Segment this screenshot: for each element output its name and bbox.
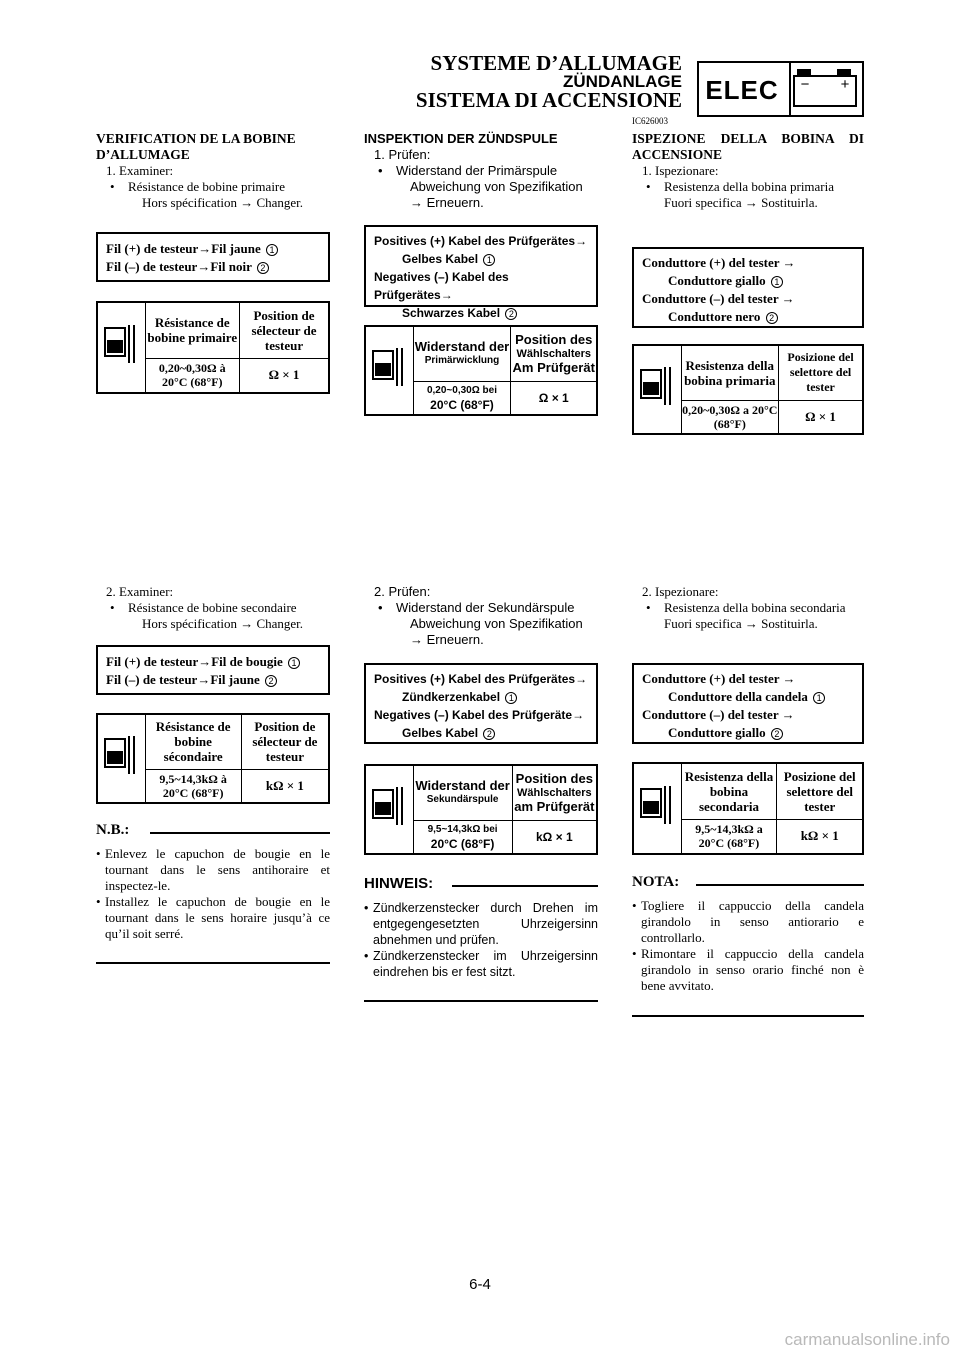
de-wire-line-1b: Negatives (–) Kabel des Prüfgerätes→ — [374, 270, 509, 302]
multimeter-icon — [365, 765, 413, 854]
it-step2-item: • Resistenza della bobina secondaria — [646, 600, 846, 615]
plus-sign: + — [840, 76, 850, 93]
de-table2-header-resistance: Widerstand der Sekundärspule — [413, 765, 512, 820]
elec-badge-label: ELEC — [705, 75, 779, 105]
fr-step2-item: • Résistance de bobine secondaire — [110, 600, 297, 615]
header-title-fr: SYSTEME D’ALLUMAGE — [430, 51, 682, 75]
marker-1: 1 — [288, 657, 300, 669]
fr-step1-action: Hors spécification → Changer. — [142, 195, 304, 210]
it-wire-box-1 — [632, 247, 864, 328]
de-wire-line-2a: Positives (+) Kabel des Prüfgerätes→ — [374, 672, 588, 686]
fr-note-item-1: • Enlevez le capuchon de bougie en le tournant dans le sens antihoraire et inspectez-le. — [96, 846, 330, 894]
fr-note-heading: N.B.: — [96, 822, 130, 838]
fr-table1-value-selector: Ω × 1 — [240, 358, 330, 393]
marker-2: 2 — [265, 675, 277, 687]
it-note-rule-bottom — [632, 1015, 864, 1017]
it-note-list — [632, 898, 864, 994]
section-code: IC626003 — [632, 116, 668, 126]
it-step1-action: Fuori specifica → Sostituirla. — [664, 195, 818, 210]
it-note-heading: NOTA: — [632, 874, 680, 890]
fr-title: VERIFICATION DE LA BOBINE D’ALLUMAGE — [96, 131, 296, 162]
marker-1: 1 — [505, 692, 517, 704]
de-note-heading: HINWEIS: — [364, 875, 434, 892]
fr-note-list — [96, 846, 330, 942]
it-table1-header-resistance: Resistenza della bobina primaria — [681, 345, 779, 400]
de-title: INSPEKTION DER ZÜNDSPULE — [364, 131, 558, 146]
de-step2-action: Abweichung von Spezifikation → Erneuern. — [410, 616, 583, 647]
marker-1: 1 — [771, 276, 783, 288]
fr-table1-header-selector: Position de sélecteur de testeur — [240, 302, 330, 358]
marker-2: 2 — [257, 262, 269, 274]
marker-2: 2 — [505, 308, 517, 320]
header-title-it: SISTEMA DI ACCENSIONE — [415, 88, 682, 112]
it-step2: 2. Ispezionare: — [642, 584, 719, 599]
minus-sign: − — [800, 76, 810, 93]
de-table2-header-selector: Position des Wählschalters am Prüfgerät — [512, 765, 597, 820]
de-note-rule-bottom — [364, 1000, 598, 1002]
it-table1-value-resistance: 0,20~0,30Ω a 20°C (68°F) — [681, 400, 779, 434]
de-table1-value-selector: Ω × 1 — [511, 381, 597, 415]
it-table2-value-selector: kΩ × 1 — [777, 819, 863, 854]
de-wire-line-1b2: Schwarzes Kabel 2 — [374, 304, 588, 322]
marker-1: 1 — [813, 692, 825, 704]
fr-wire-line-2a: Fil (+) de testeur→Fil de bougie 1 — [106, 653, 320, 671]
de-step1: 1. Prüfen: — [374, 147, 431, 162]
it-step2-action: Fuori specifica → Sostituirla. — [664, 616, 818, 631]
de-wire-box-1 — [364, 225, 598, 320]
de-table1-header-selector: Position des Wählschalters Am Prüfgerät — [511, 326, 597, 381]
fr-table1-value-resistance: 0,20~0,30Ω à 20°C (68°F) — [145, 358, 240, 393]
it-note-rule-top — [696, 884, 864, 886]
fr-wire-box-2 — [96, 645, 330, 695]
de-note-item-1: • Zündkerzenstecker durch Drehen im entgegengesetzten Uhrzeigersinn abnehmen und prüfen. — [364, 900, 598, 948]
it-step2-block — [632, 584, 864, 632]
it-wire-line-2a2: Conduttore della candela 1 — [642, 688, 854, 706]
fr-step2-action: Hors spécification → Changer. — [142, 616, 304, 631]
fr-note-rule-bottom — [96, 962, 330, 964]
fr-step2-block — [96, 584, 330, 632]
it-note-item-1: • Togliere il cappuccio della candela girandolo in senso antiorario e controllarlo. — [632, 898, 864, 946]
fr-wire-line-2b: Fil (–) de testeur→Fil jaune 2 — [106, 671, 320, 689]
it-table2-value-resistance: 9,5~14,3kΩ a 20°C (68°F) — [681, 819, 777, 854]
column-it — [632, 131, 864, 211]
fr-note-rule-top — [150, 832, 330, 834]
it-wire-line-1b: Conduttore (–) del tester → — [642, 291, 795, 306]
de-wire-line-2a2: Zündkerzenkabel 1 — [374, 688, 588, 706]
fr-table2-header-selector: Position de sélecteur de testeur — [241, 714, 329, 769]
multimeter-icon — [633, 763, 681, 854]
de-step2: 2. Prüfen: — [374, 584, 431, 599]
fr-note-item-2: • Installez le capuchon de bougie en le tournant dans le sens horaire jusqu’à ce qu’il soit serré. — [96, 894, 330, 942]
fr-step2: 2. Examiner: — [106, 584, 174, 599]
fr-wire-box-1 — [96, 232, 330, 282]
marker-2: 2 — [483, 728, 495, 740]
de-step1-item: • Widerstand der Primärspule — [378, 163, 558, 178]
de-spec-table-1 — [364, 325, 598, 416]
it-wire-line-2b2: Conduttore giallo 2 — [642, 724, 854, 742]
it-table1-value-selector: Ω × 1 — [779, 400, 863, 434]
fr-spec-table-2 — [96, 713, 330, 804]
it-wire-line-2b: Conduttore (–) del tester → — [642, 707, 795, 722]
de-spec-table-2 — [364, 764, 598, 855]
de-step1-action: Abweichung von Spezifikation → Erneuern. — [410, 179, 583, 210]
it-wire-line-1b2: Conduttore nero 2 — [642, 308, 854, 326]
de-wire-box-2 — [364, 663, 598, 744]
de-table2-value-selector: kΩ × 1 — [512, 820, 597, 854]
it-spec-table-2 — [632, 762, 864, 855]
marker-1: 1 — [483, 254, 495, 266]
de-wire-line-2b: Negatives (–) Kabel des Prüfgeräte→ — [374, 708, 585, 722]
de-table1-value-resistance: 0,20~0,30Ω bei 20°C (68°F) — [413, 381, 511, 415]
de-step2-item: • Widerstand der Sekundärspule — [378, 600, 575, 615]
page-number: 6-4 — [469, 1276, 491, 1293]
battery-icon — [789, 63, 862, 115]
watermark: carmanualsonline.info — [784, 1330, 950, 1349]
de-note-item-2: • Zündkerzenstecker im Uhrzeigersinn eindrehen bis er fest sitzt. — [364, 948, 598, 980]
de-table2-value-resistance: 9,5~14,3kΩ bei 20°C (68°F) — [413, 820, 512, 854]
de-wire-line-1a: Positives (+) Kabel des Prüfgerätes→ — [374, 234, 588, 248]
de-note-list — [364, 900, 598, 980]
column-de — [364, 131, 598, 211]
marker-2: 2 — [766, 312, 778, 324]
fr-table2-value-resistance: 9,5~14,3kΩ à 20°C (68°F) — [145, 769, 241, 803]
fr-step1-item: • Résistance de bobine primaire — [110, 179, 286, 194]
marker-2: 2 — [771, 728, 783, 740]
de-step2-block — [364, 584, 598, 648]
it-wire-box-2 — [632, 663, 864, 744]
fr-table1-header-resistance: Résistance de bobine primaire — [145, 302, 240, 358]
fr-spec-table-1 — [96, 301, 330, 394]
de-note-rule-top — [452, 885, 598, 887]
de-wire-line-2b2: Gelbes Kabel 2 — [374, 724, 588, 742]
it-note-item-2: • Rimontare il cappuccio della candela girandolo in senso orario finché non è bene avvitato. — [632, 946, 864, 994]
it-step1-item: • Resistenza della bobina primaria — [646, 179, 835, 194]
multimeter-icon — [365, 326, 413, 415]
it-wire-line-1a2: Conduttore giallo 1 — [642, 272, 854, 290]
it-step1: 1. Ispezionare: — [642, 163, 719, 178]
it-table1-header-selector: Posizione del selettore del tester — [779, 345, 863, 400]
fr-table2-header-resistance: Résistance de bobine sécondaire — [145, 714, 241, 769]
de-wire-line-1a2: Gelbes Kabel 1 — [374, 250, 588, 268]
it-wire-line-1a: Conduttore (+) del tester → — [642, 255, 796, 270]
multimeter-icon — [633, 345, 681, 434]
it-wire-line-2a: Conduttore (+) del tester → — [642, 671, 796, 686]
marker-1: 1 — [266, 244, 278, 256]
it-table2-header-selector: Posizione del selettore del tester — [777, 763, 863, 819]
de-table1-header-resistance: Widerstand der Primärwicklung — [413, 326, 511, 381]
it-spec-table-1 — [632, 344, 864, 435]
it-table2-header-resistance: Resistenza della bobina secondaria — [681, 763, 777, 819]
fr-table2-value-selector: kΩ × 1 — [241, 769, 329, 803]
column-fr — [96, 131, 330, 211]
fr-wire-line-1a: Fil (+) de testeur→Fil jaune 1 — [106, 240, 320, 258]
multimeter-icon — [97, 302, 145, 393]
it-title: ISPEZIONE DELLA BOBINA DI ACCENSIONE — [632, 131, 864, 162]
fr-wire-line-1b: Fil (–) de testeur→Fil noir 2 — [106, 258, 320, 276]
header-title-de: ZÜNDANLAGE — [563, 72, 682, 91]
elec-badge — [697, 61, 864, 117]
multimeter-icon — [97, 714, 145, 803]
fr-step1: 1. Examiner: — [106, 163, 174, 178]
